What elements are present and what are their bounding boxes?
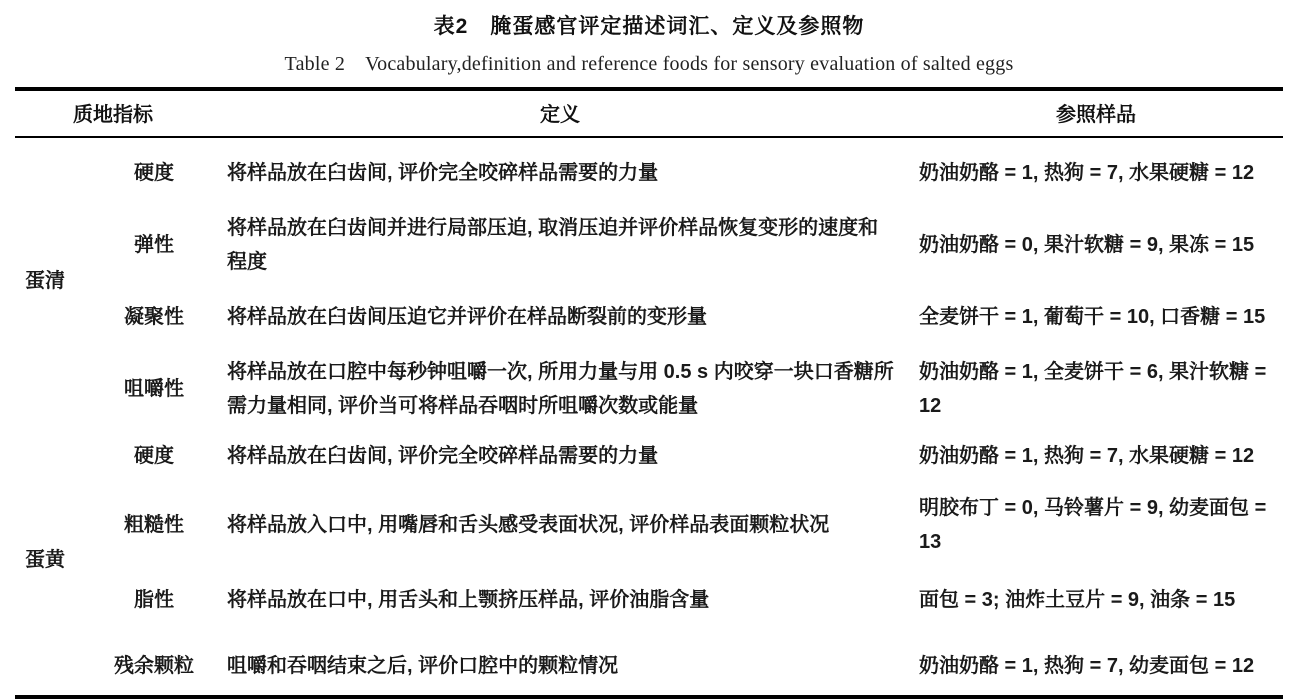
definition-cell: 将样品放在臼齿间, 评价完全咬碎样品需要的力量	[227, 162, 659, 185]
indicator-cell: 脂性	[134, 588, 174, 611]
definition-cell: 将样品放在臼齿间, 评价完全咬碎样品需要的力量	[227, 444, 659, 467]
reference-cell: 奶油奶酪 = 1, 全麦饼干 = 6, 果汁软糖 = 12	[919, 360, 1267, 417]
group-label-egg-yolk: 蛋黄	[25, 548, 65, 571]
reference-cell: 奶油奶酪 = 1, 热狗 = 7, 水果硬糖 = 12	[919, 444, 1255, 467]
table-title-en	[0, 53, 1298, 76]
table-row	[15, 281, 1283, 353]
table-number-en: Table 2	[284, 53, 346, 75]
table-row	[15, 209, 1283, 281]
header-definition: 定义	[211, 89, 909, 137]
definition-cell: 将样品放在臼齿间压迫它并评价在样品断裂前的变形量	[227, 305, 707, 328]
indicator-cell: 凝聚性	[124, 305, 184, 328]
definition-cell: 将样品放在臼齿间并进行局部压迫, 取消压迫并评价样品恢复变形的速度和程度	[227, 216, 879, 273]
definition-cell: 将样品放入口中, 用嘴唇和舌头感受表面状况, 评价样品表面颗粒状况	[227, 513, 830, 536]
indicator-cell: 硬度	[134, 162, 174, 185]
table-title-en-text: Vocabulary,definition and reference foods for sensory evaluation of salted eggs	[365, 53, 1014, 75]
header-texture-index: 质地指标	[15, 89, 211, 137]
table-row	[15, 137, 1283, 209]
definition-cell: 将样品放在口腔中每秒钟咀嚼一次, 所用力量与用 0.5 s 内咬穿一块口香糖所需力量相同, 评价当可将样品吞咽时所咀嚼次数或能量	[227, 360, 894, 417]
definition-cell: 咀嚼和吞咽结束之后, 评价口腔中的颗粒情况	[227, 654, 619, 677]
reference-cell: 奶油奶酪 = 1, 热狗 = 7, 幼麦面包 = 12	[919, 654, 1255, 677]
reference-cell: 全麦饼干 = 1, 葡萄干 = 10, 口香糖 = 15	[919, 305, 1266, 328]
reference-cell: 面包 = 3; 油炸土豆片 = 9, 油条 = 15	[919, 588, 1236, 611]
indicator-cell: 弹性	[134, 233, 174, 256]
table-title-zh	[0, 10, 1298, 40]
table-row	[15, 487, 1283, 563]
reference-cell: 奶油奶酪 = 0, 果汁软糖 = 9, 果冻 = 15	[919, 233, 1255, 256]
table-row	[15, 425, 1283, 487]
definition-cell: 将样品放在口中, 用舌头和上颚挤压样品, 评价油脂含量	[227, 588, 710, 611]
reference-cell: 奶油奶酪 = 1, 热狗 = 7, 水果硬糖 = 12	[919, 162, 1255, 185]
indicator-cell: 残余颗粒	[114, 654, 194, 677]
group-label-egg-white: 蛋清	[25, 270, 65, 293]
reference-cell: 明胶布丁 = 0, 马铃薯片 = 9, 幼麦面包 = 13	[919, 496, 1267, 553]
indicator-cell: 咀嚼性	[124, 377, 184, 400]
header-reference-sample: 参照样品	[909, 89, 1283, 137]
sensory-vocabulary-table	[15, 87, 1283, 699]
indicator-cell: 粗糙性	[124, 513, 184, 536]
indicator-cell: 硬度	[134, 444, 174, 467]
header-row	[15, 89, 1283, 137]
table-title-zh-text: 腌蛋感官评定描述词汇、定义及参照物	[490, 15, 865, 38]
table-row	[15, 353, 1283, 425]
table-number-zh: 表2	[433, 15, 469, 38]
table-row	[15, 563, 1283, 637]
table-row	[15, 637, 1283, 697]
